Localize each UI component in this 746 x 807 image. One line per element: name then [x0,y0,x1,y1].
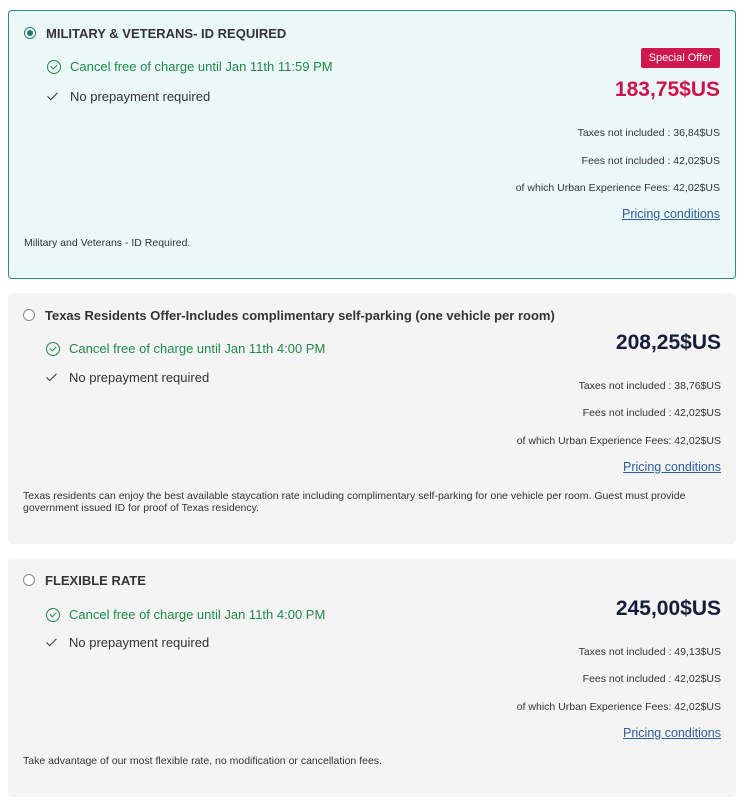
taxes-line: Taxes not included : 49,13$US [578,646,721,658]
rate-description: Texas residents can enjoy the best available staycation rate including complimentary self-parking for one vehicle per room. Guest must provide government issued ID for proof of Texas residency. [23,490,686,514]
cancel-text: Cancel free of charge until Jan 11th 4:00 PM [69,607,326,622]
circle-check-icon [46,342,60,356]
prepay-text: No prepayment required [70,89,211,104]
rate-price: 245,00$US [615,597,721,620]
rate-card-military[interactable] [8,10,736,279]
circle-check-icon [47,60,61,74]
cancel-text: Cancel free of charge until Jan 11th 4:00 PM [69,341,326,356]
prepay-text: No prepayment required [69,635,210,650]
taxes-line: Taxes not included : 36,84$US [577,127,720,139]
check-icon [46,371,60,385]
rate-card-texas-residents[interactable] [8,293,736,544]
no-prepayment-feature [46,635,209,650]
rate-description: Military and Veterans - ID Required. [24,237,191,249]
pricing-conditions-link[interactable]: Pricing conditions [623,726,721,740]
rate-description: Take advantage of our most flexible rate, no modification or cancellation fees. [23,755,382,767]
urban-fees-line: of which Urban Experience Fees: 42,02$US [516,435,721,447]
special-offer-badge: Special Offer [641,48,720,68]
rate-price: 183,75$US [614,78,720,101]
rate-radio-military[interactable] [24,27,36,39]
rate-radio-texas-residents[interactable] [23,309,35,321]
rate-title: FLEXIBLE RATE [45,573,146,588]
fees-line: Fees not included : 42,02$US [582,407,721,419]
rate-title: Texas Residents Offer-Includes complimentary self-parking (one vehicle per room) [45,308,555,323]
free-cancellation-feature [47,59,333,74]
fees-line: Fees not included : 42,02$US [581,155,720,167]
circle-check-icon [46,608,60,622]
free-cancellation-feature [46,341,325,356]
rate-card-flexible[interactable] [8,559,736,797]
rate-radio-flexible[interactable] [23,574,35,586]
cancel-text: Cancel free of charge until Jan 11th 11:59 PM [70,59,333,74]
pricing-conditions-link[interactable]: Pricing conditions [622,207,720,221]
no-prepayment-feature [47,89,210,104]
check-icon [47,90,61,104]
check-icon [46,636,60,650]
fees-line: Fees not included : 42,02$US [582,673,721,685]
no-prepayment-feature [46,370,209,385]
urban-fees-line: of which Urban Experience Fees: 42,02$US [516,701,721,713]
rate-title: MILITARY & VETERANS- ID REQUIRED [46,26,287,41]
taxes-line: Taxes not included : 38,76$US [578,380,721,392]
rate-price: 208,25$US [615,331,721,354]
pricing-conditions-link[interactable]: Pricing conditions [623,460,721,474]
free-cancellation-feature [46,607,325,622]
urban-fees-line: of which Urban Experience Fees: 42,02$US [515,182,720,194]
prepay-text: No prepayment required [69,370,210,385]
